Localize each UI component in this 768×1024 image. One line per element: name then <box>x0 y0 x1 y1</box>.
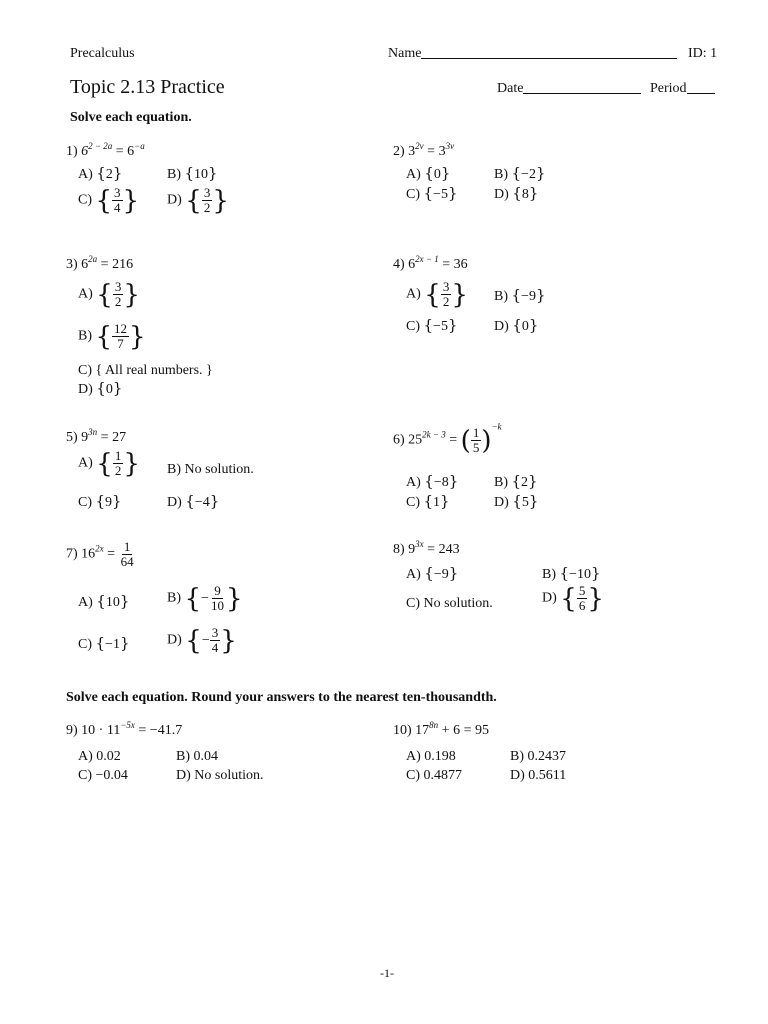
option-label: C) <box>78 768 92 783</box>
option-value: No solution. <box>423 596 493 611</box>
denominator: 7 <box>117 336 124 351</box>
left-brace: { <box>96 379 106 397</box>
option-value: 0.198 <box>424 749 456 764</box>
q10-option-c[interactable] <box>406 768 462 784</box>
q5-number: 5) <box>66 430 78 445</box>
option-label: D) <box>494 319 509 334</box>
right-brace: } <box>129 321 146 352</box>
option-value: 0.2437 <box>527 749 566 764</box>
q5-exponent: 3n <box>88 427 98 437</box>
option-label: D) <box>167 495 182 510</box>
right-brace: } <box>119 634 130 652</box>
option-value: 0 <box>521 319 529 334</box>
q5-rhs: = 27 <box>97 430 127 445</box>
right-brace: } <box>528 316 539 334</box>
right-brace: } <box>528 492 539 510</box>
option-value: −5 <box>433 319 448 334</box>
q10-option-a[interactable] <box>406 749 456 765</box>
q7-fraction <box>119 540 136 569</box>
numerator: 9 <box>214 583 221 598</box>
q1-exponent-left: 2 − 2a <box>88 141 113 151</box>
q5-option-c[interactable] <box>78 494 122 511</box>
option-label: A) <box>406 167 421 182</box>
fraction <box>112 322 129 351</box>
q6-base: 25 <box>408 432 423 448</box>
numerator: 1 <box>472 425 480 440</box>
option-label: B) <box>167 462 181 477</box>
left-brace: { <box>511 472 522 490</box>
denominator: 2 <box>203 200 211 215</box>
q2-option-b[interactable] <box>494 166 546 183</box>
right-brace: } <box>440 492 450 510</box>
left-brace: { <box>424 472 434 490</box>
q6-option-c[interactable] <box>406 494 450 511</box>
q3-rhs: = 216 <box>97 257 134 272</box>
option-label: A) <box>78 749 93 764</box>
fraction <box>112 186 123 215</box>
right-brace: } <box>209 492 220 510</box>
option-label: B) <box>510 749 524 764</box>
period-label: Period <box>650 81 687 96</box>
option-label: B) <box>78 328 92 344</box>
option-value: 0.5611 <box>528 768 567 783</box>
q7-option-d[interactable] <box>167 626 237 655</box>
q7-option-a[interactable] <box>78 594 129 611</box>
name-label: Name <box>388 46 422 61</box>
q9-rhs: = −41.7 <box>134 723 183 738</box>
question-6 <box>393 421 502 456</box>
option-value: 0.4877 <box>423 768 462 783</box>
option-label: B) <box>494 475 508 490</box>
option-label: D) <box>494 495 509 510</box>
date-line <box>523 81 641 94</box>
left-brace: { <box>512 184 522 202</box>
q2-number: 2) <box>393 144 405 159</box>
option-value: −9 <box>433 567 449 582</box>
q8-exponent: 3x <box>415 539 424 549</box>
q6-option-b[interactable] <box>494 474 538 491</box>
left-brace: { <box>96 592 106 610</box>
fraction <box>441 280 452 309</box>
right-brace: } <box>208 164 218 182</box>
q10-number: 10) <box>393 723 412 738</box>
right-brace: } <box>447 184 458 202</box>
q8-option-a[interactable] <box>406 566 458 583</box>
option-value: −2 <box>521 167 536 182</box>
denominator: 10 <box>210 598 224 613</box>
right-brace: } <box>448 472 459 490</box>
option-label: A) <box>78 167 93 182</box>
question-7 <box>66 540 136 569</box>
option-value: 9 <box>105 495 113 510</box>
numerator: 1 <box>114 448 122 463</box>
q10-base: 17 <box>415 723 430 738</box>
question-9 <box>66 720 183 739</box>
q3-base: 6 <box>81 257 89 272</box>
left-paren: ( <box>460 425 471 456</box>
q10-option-d[interactable] <box>510 768 566 784</box>
right-brace: } <box>528 184 539 202</box>
left-brace: { <box>185 625 202 656</box>
q8-rhs: = 243 <box>423 542 460 557</box>
right-brace: } <box>123 448 140 479</box>
q1-option-b[interactable] <box>167 166 218 183</box>
option-label: C) <box>78 637 92 652</box>
fraction <box>209 584 226 613</box>
option-label: A) <box>406 475 421 490</box>
course-name: Precalculus <box>70 46 135 61</box>
q7-equals: = <box>103 546 119 562</box>
q9-exponent: −5x <box>120 720 135 730</box>
q3-exponent: 2a <box>88 254 98 264</box>
option-label: C) <box>406 187 420 202</box>
option-value: No solution. <box>194 768 264 783</box>
right-brace: } <box>112 492 122 510</box>
option-label: D) <box>167 632 182 648</box>
name-line <box>421 46 677 59</box>
q1-base: 6 <box>81 144 89 159</box>
q4-option-a[interactable] <box>406 280 468 309</box>
question-4 <box>393 254 468 273</box>
option-value: 0.04 <box>193 749 218 764</box>
q8-option-b[interactable] <box>542 566 601 583</box>
page-number: -1- <box>380 966 394 980</box>
denominator: 64 <box>120 554 134 569</box>
right-brace: } <box>112 164 123 182</box>
option-value: 5 <box>521 495 529 510</box>
q1-rhs: = 6 <box>112 144 135 159</box>
left-brace: { <box>511 286 522 304</box>
left-brace: { <box>424 164 434 182</box>
numerator: 3 <box>442 279 450 294</box>
option-label: A) <box>406 286 421 302</box>
option-label: C) <box>78 495 92 510</box>
left-brace: { <box>424 279 441 310</box>
q6-option-a[interactable] <box>406 474 458 491</box>
q2-option-d[interactable] <box>494 186 538 203</box>
q10-rhs: + 6 = 95 <box>438 723 489 738</box>
option-label: A) <box>78 455 93 471</box>
option-value: −5 <box>433 187 448 202</box>
left-brace: { <box>185 185 202 216</box>
q5-option-a[interactable] <box>78 449 140 478</box>
q1-option-c[interactable] <box>78 186 139 215</box>
numerator: 3 <box>211 625 219 640</box>
q4-exponent: 2x − 1 <box>415 254 439 264</box>
q6-exponent-left: 2k − 3 <box>422 429 446 440</box>
denominator: 2 <box>114 463 122 478</box>
q3-option-a[interactable] <box>78 280 140 309</box>
option-value: 1 <box>433 495 441 510</box>
q6-exponent-right: −k <box>491 421 502 432</box>
option-label: B) <box>167 590 181 606</box>
q7-number: 7) <box>66 546 78 562</box>
numerator: 5 <box>578 583 586 598</box>
minus-sign: − <box>201 632 210 648</box>
q7-exponent: 2x <box>95 543 104 554</box>
numerator: 12 <box>114 321 128 336</box>
option-label: C) <box>406 768 420 783</box>
q7-base: 16 <box>81 546 96 562</box>
right-brace: } <box>122 185 140 216</box>
left-brace: { <box>95 634 106 652</box>
option-label: B) <box>494 289 508 304</box>
left-brace: { <box>184 164 195 182</box>
left-brace: { <box>95 321 113 352</box>
numerator: 1 <box>123 539 131 554</box>
option-value: 0 <box>433 167 441 182</box>
q8-base: 9 <box>408 542 416 557</box>
q4-option-c[interactable] <box>406 318 458 335</box>
right-brace: } <box>225 583 243 614</box>
right-brace: } <box>220 625 237 656</box>
page-title: Topic 2.13 Practice <box>70 76 225 98</box>
q1-option-d[interactable] <box>167 186 229 215</box>
option-label: C) <box>406 319 420 334</box>
denominator: 4 <box>114 200 121 215</box>
fraction <box>202 186 213 215</box>
q9-option-b[interactable] <box>176 749 218 765</box>
option-value: −4 <box>194 495 210 510</box>
fraction <box>113 449 124 478</box>
option-label: D) <box>167 192 182 208</box>
left-brace: { <box>424 564 434 582</box>
question-8 <box>393 539 460 558</box>
left-brace: { <box>423 184 434 202</box>
q1-exponent-right: −a <box>134 141 145 151</box>
q2-option-c[interactable] <box>406 186 458 203</box>
option-label: D) <box>542 590 557 606</box>
left-brace: { <box>95 492 106 510</box>
right-brace: } <box>112 379 123 397</box>
right-brace: } <box>123 279 140 310</box>
right-brace: } <box>212 185 229 216</box>
q2-exponent-left: 2v <box>415 141 424 151</box>
q10-exponent: 8n <box>429 720 439 730</box>
q3-option-c[interactable] <box>78 363 213 379</box>
right-paren: ) <box>481 425 492 456</box>
question-10 <box>393 720 489 739</box>
left-brace: { <box>423 492 434 510</box>
option-value: 10 <box>105 595 120 610</box>
q4-option-b[interactable] <box>494 288 546 305</box>
option-label: A) <box>78 286 93 302</box>
option-label: D) <box>494 187 509 202</box>
option-value: No solution. <box>184 462 254 477</box>
option-label: A) <box>406 749 421 764</box>
option-label: B) <box>494 167 508 182</box>
q2-exponent-right: 3v <box>445 141 455 151</box>
q6-option-d[interactable] <box>494 494 538 511</box>
left-brace: { <box>512 316 522 334</box>
option-label: B) <box>176 749 190 764</box>
option-label: B) <box>167 167 181 182</box>
q4-option-d[interactable] <box>494 318 538 335</box>
period-field[interactable] <box>650 81 715 97</box>
option-value: −1 <box>105 637 120 652</box>
option-value: { All real numbers. } <box>95 363 213 378</box>
option-label: C) <box>406 596 420 611</box>
q7-option-b[interactable] <box>167 584 243 613</box>
option-label: A) <box>406 567 421 582</box>
minus-sign: − <box>201 590 209 606</box>
left-brace: { <box>559 564 570 582</box>
q2-base: 3 <box>408 144 416 159</box>
denominator: 2 <box>114 294 122 309</box>
left-brace: { <box>560 583 577 614</box>
id-label: ID: 1 <box>688 46 718 61</box>
option-label: D) <box>176 768 191 783</box>
option-label: D) <box>78 382 93 397</box>
right-brace: } <box>451 279 468 310</box>
option-label: B) <box>542 567 556 582</box>
left-brace: { <box>423 316 434 334</box>
denominator: 5 <box>472 440 480 455</box>
q4-base: 6 <box>408 257 416 272</box>
denominator: 2 <box>442 294 450 309</box>
option-value: −9 <box>521 289 536 304</box>
left-brace: { <box>184 583 202 614</box>
date-label: Date <box>497 81 524 96</box>
q6-fraction <box>471 426 482 455</box>
right-brace: } <box>590 564 601 582</box>
q6-equals: = <box>445 432 461 448</box>
option-value: 2 <box>105 167 113 182</box>
q8-number: 8) <box>393 542 405 557</box>
left-brace: { <box>96 279 113 310</box>
q1-option-a[interactable] <box>78 166 122 183</box>
left-brace: { <box>511 164 522 182</box>
q7-option-c[interactable] <box>78 636 130 653</box>
numerator: 3 <box>203 185 211 200</box>
q4-rhs: = 36 <box>438 257 468 272</box>
q9-option-a[interactable] <box>78 749 121 765</box>
question-5 <box>66 427 127 446</box>
fraction <box>210 626 221 655</box>
q8-option-c[interactable] <box>406 596 493 612</box>
numerator: 3 <box>114 279 122 294</box>
option-label: C) <box>78 192 92 208</box>
right-brace: } <box>535 164 546 182</box>
right-brace: } <box>535 286 546 304</box>
q3-number: 3) <box>66 257 78 272</box>
section2-instruction: Solve each equation. Round your answers to the nearest ten-thousandth. <box>66 690 497 705</box>
q2-rhs: = 3 <box>423 144 446 159</box>
left-brace: { <box>185 492 195 510</box>
right-brace: } <box>447 316 458 334</box>
q9-base: 10 · 11 <box>81 723 121 738</box>
option-value: 8 <box>521 187 529 202</box>
q5-base: 9 <box>81 430 89 445</box>
q5-option-d[interactable] <box>167 494 219 511</box>
q9-number: 9) <box>66 723 78 738</box>
right-brace: } <box>448 564 459 582</box>
option-value: 0.02 <box>96 749 121 764</box>
section1-instruction: Solve each equation. <box>70 110 192 125</box>
q1-number: 1) <box>66 144 78 159</box>
q3-option-d[interactable] <box>78 381 122 398</box>
right-brace: } <box>119 592 130 610</box>
left-brace: { <box>96 164 106 182</box>
q2-option-a[interactable] <box>406 166 450 183</box>
q10-option-b[interactable] <box>510 749 566 765</box>
q9-option-d[interactable] <box>176 768 264 784</box>
right-brace: } <box>587 583 604 614</box>
denominator: 4 <box>211 640 219 655</box>
option-value: −10 <box>569 567 591 582</box>
q9-option-c[interactable] <box>78 768 128 784</box>
q4-number: 4) <box>393 257 405 272</box>
option-value: −0.04 <box>95 768 128 783</box>
q8-option-d[interactable] <box>542 584 604 613</box>
left-brace: { <box>95 185 113 216</box>
q3-option-b[interactable] <box>78 322 146 351</box>
denominator: 6 <box>578 598 586 613</box>
option-label: D) <box>510 768 525 783</box>
question-1 <box>66 141 145 160</box>
name-field[interactable] <box>388 46 677 62</box>
period-line <box>687 81 715 94</box>
q5-option-b[interactable] <box>167 462 254 478</box>
date-field[interactable] <box>497 81 641 97</box>
fraction <box>577 584 588 613</box>
right-brace: } <box>528 472 538 490</box>
option-value: 0 <box>105 382 113 397</box>
numerator: 3 <box>114 185 121 200</box>
option-value: 2 <box>521 475 529 490</box>
question-2 <box>393 141 455 160</box>
option-label: C) <box>78 363 92 378</box>
option-value: 10 <box>194 167 209 182</box>
left-brace: { <box>512 492 522 510</box>
option-label: A) <box>78 595 93 610</box>
left-brace: { <box>96 448 113 479</box>
fraction <box>113 280 124 309</box>
option-label: C) <box>406 495 420 510</box>
right-brace: } <box>440 164 451 182</box>
option-value: −8 <box>433 475 449 490</box>
q6-number: 6) <box>393 432 405 448</box>
question-3 <box>66 254 134 273</box>
